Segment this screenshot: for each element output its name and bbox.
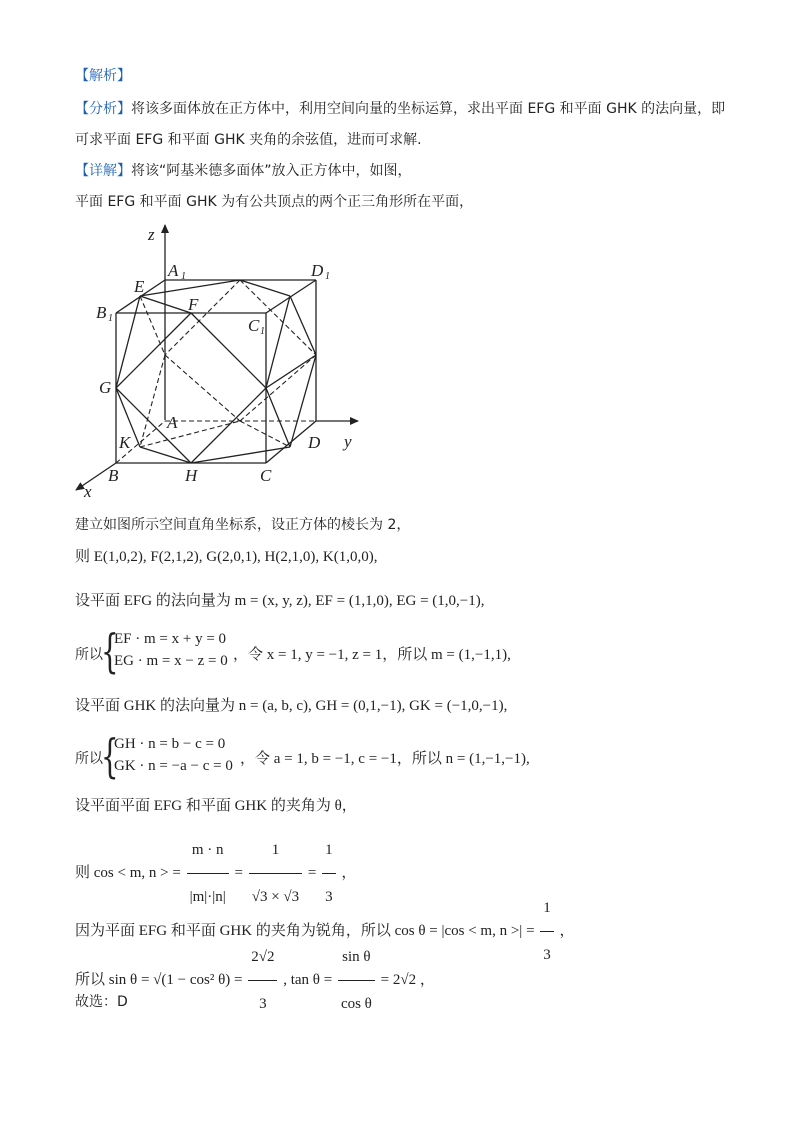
plane2-brace: { [101,729,119,783]
cos-end: ， [341,864,357,881]
archimedes-polyhedron-figure [70,220,370,500]
cos-prefix: 则 [75,864,91,881]
sin-frac-num: 2√2 [248,935,277,981]
label-C1-sub: 1 [260,326,265,337]
detail-line2: 平面 EFG 和平面 GHK 为有公共顶点的两个正三角形所在平面， [75,194,474,210]
label-D: D [308,433,321,452]
sin-prefix: 所以 sin θ = √(1 − cos² θ) = [75,971,243,988]
tan-mid: , tan θ = [283,971,333,988]
cos-frac-1-num: m · n [187,828,229,874]
acute-end: ， [559,922,575,939]
analysis-line2: 可求平面 EFG 和平面 GHK 夹角的余弦值，进而可求解. [75,132,422,148]
cos-frac-1-den: |m|·|n| [189,889,226,905]
analysis-line1 [75,100,725,118]
cos-frac-3-num: 1 [322,828,336,874]
plane2-eq1: GH · n = b − c = 0 [114,736,226,752]
acute-text: 因为平面 EFG 和平面 GHK 的夹角为锐角，所以 cos θ = |cos < m, n >| = [75,922,535,939]
label-H: H [185,466,198,485]
acute-frac-num: 1 [540,886,554,932]
plane2-eq2: GK · n = −a − c = 0 [114,758,233,774]
label-B1: B [96,303,107,322]
angle-def: 设平面平面 EFG 和平面 GHK 的夹角为 θ， [75,798,357,814]
label-E: E [134,277,145,296]
cos-eq-1: = [234,864,243,881]
label-K: K [119,433,131,452]
cos-eq-2: = [307,864,317,881]
label-y: y [344,432,352,451]
sin-frac [248,935,277,1026]
plane2-system [114,733,233,777]
plane1-system-suffix: ，令 x = 1, y = −1, z = 1，所以 m = (1,−1,1), [233,647,511,663]
tan-frac-den: cos θ [340,996,372,1012]
tan-frac-num: sin θ [338,935,375,981]
acute-frac-den: 3 [543,947,551,963]
label-C1: C [248,316,260,335]
plane2-system-prefix: 所以 [75,751,103,767]
plane2-system-suffix: ，令 a = 1, b = −1, c = −1，所以 n = (1,−1,−1), [240,751,530,767]
sin-frac-den: 3 [259,996,267,1012]
cos-frac-2-num: 1 [249,828,302,874]
sin-tan-line [75,935,435,1026]
jiexi-heading: 【解析】 [75,68,131,84]
plane1-normal: 设平面 EFG 的法向量为 m = (x, y, z), EF = (1,1,0), EG = (1,0,−1), [75,593,485,609]
label-G: G [99,378,112,397]
cos-lhs: cos < m, n > = [93,864,181,881]
label-D1-sub: 1 [325,271,330,282]
plane1-system-prefix: 所以 [75,647,103,663]
detail-text-1: 将该“阿基米德多面体”放入正方体中，如图， [131,163,412,179]
acute-frac [540,886,554,977]
label-A1-sub: 1 [181,271,186,282]
analysis-tag: 【分析】 [75,101,131,117]
label-A1: A [168,261,179,280]
cos-frac-2-den: √3 × √3 [251,889,300,905]
label-B: B [108,466,119,485]
tan-frac [338,935,375,1026]
plane2-normal: 设平面 GHK 的法向量为 n = (a, b, c), GH = (0,1,−1), GK = (−1,0,−1), [75,698,508,714]
label-B1-sub: 1 [108,313,113,324]
points-line: 则 E(1,0,2), F(2,1,2), G(2,0,1), H(2,1,0), K(1,0,0), [75,549,378,565]
plane1-eq2: EG · m = x − z = 0 [114,653,228,669]
coord-setup: 建立如图所示空间直角坐标系，设正方体的棱长为 2， [75,517,411,533]
label-A: A [167,413,178,432]
plane1-eq1: EF · m = x + y = 0 [114,631,227,647]
label-z: z [148,225,155,244]
detail-tag: 【详解】 [75,163,131,179]
plane1-system [114,628,228,672]
answer-line: 故选：D [75,994,128,1010]
analysis-text-1: 将该多面体放在正方体中，利用空间向量的坐标运算，求出平面 EFG 和平面 GHK 的法向量，即 [131,101,726,117]
plane1-brace: { [101,624,119,678]
label-x: x [84,482,92,500]
tan-result: = 2√2 ， [380,971,435,988]
label-C: C [260,466,272,485]
label-D1: D [311,261,324,280]
cos-frac-3-den: 3 [325,889,333,905]
label-F: F [188,295,199,314]
detail-line1 [75,162,412,180]
